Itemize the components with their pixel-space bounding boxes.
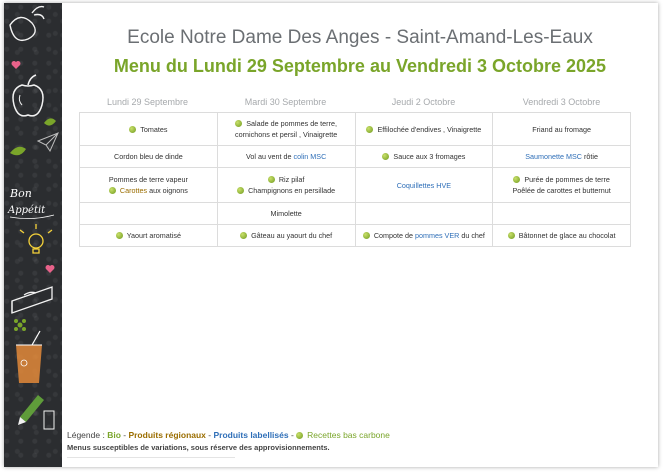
- leaf-icon-small: [44, 118, 56, 125]
- low-carbon-icon: [109, 187, 116, 194]
- low-carbon-icon: [116, 232, 123, 239]
- low-carbon-icon: [382, 153, 389, 160]
- dish-label: cornichons et persil , Vinaigrette: [235, 130, 338, 139]
- heart-icon-small: [46, 265, 55, 273]
- jar-icon: [44, 411, 54, 429]
- legend-regional: Produits régionaux: [128, 430, 206, 440]
- chalk-text-appetit: Appétit: [8, 205, 46, 216]
- dish-label: Gâteau au yaourt du chef: [251, 231, 333, 240]
- juice-glass-icon: [16, 331, 42, 383]
- dish-label: Tomates: [140, 124, 168, 134]
- menu-cell: [493, 203, 631, 225]
- dish-label: Compote de: [373, 231, 415, 240]
- lightbulb-icon: [20, 224, 52, 253]
- menu-cell: [493, 113, 631, 146]
- dish-label: Cordon bleu de dinde: [114, 152, 183, 161]
- heart-icon: [12, 61, 21, 69]
- dish-label: Pommes de terre vapeur: [108, 175, 188, 184]
- legend-labelled: Produits labellisés: [213, 430, 289, 440]
- legend: [67, 430, 390, 440]
- dish-label: Bâtonnet de glace au chocolat: [518, 231, 616, 240]
- legend-separator: -: [288, 430, 297, 440]
- menu-cell: [355, 168, 493, 203]
- dish-label: Poêlée de carottes et butternut: [512, 186, 611, 195]
- dish-label: Effilochée d'endives , Vinaigrette: [377, 124, 482, 134]
- dish-label: rôtie: [582, 152, 598, 161]
- dish-label: Champignons en persillade: [248, 186, 336, 195]
- school-title: Ecole Notre Dame Des Anges - Saint-Amand-Les-Eaux: [127, 27, 593, 48]
- paper-plane-icon: [38, 133, 58, 151]
- menu-cell: [493, 225, 631, 247]
- chalkboard-sidebar: [4, 3, 62, 467]
- menu-row-starter: [80, 113, 631, 146]
- low-carbon-icon: [240, 232, 247, 239]
- menu-cell: [355, 146, 493, 168]
- regional-product: Carottes: [119, 186, 148, 195]
- low-carbon-icon: [508, 232, 515, 239]
- menu-cell: [493, 168, 631, 203]
- low-carbon-icon: [366, 126, 373, 133]
- low-carbon-icon: [513, 176, 520, 183]
- low-carbon-icon: [363, 232, 370, 239]
- menu-page: [4, 3, 658, 467]
- menu-cell: [217, 203, 355, 225]
- menu-cell: [217, 225, 355, 247]
- menu-cell: [80, 146, 218, 168]
- day-header-friday: Vendredi 3 Octobre: [522, 97, 601, 107]
- day-header-thursday: Jeudi 2 Octobre: [391, 97, 456, 107]
- dish-label: aux oignons: [147, 186, 188, 195]
- menu-cell: [80, 168, 218, 203]
- disclaimer-note: Menus susceptibles de variations, sous réserve des approvisionnements.: [67, 443, 330, 452]
- radish-icon: [10, 7, 44, 41]
- labelled-product: Saumonette MSC: [525, 152, 582, 161]
- menu-cell: [355, 225, 493, 247]
- chalk-illustrations: [4, 3, 62, 467]
- low-carbon-icon: [235, 120, 242, 127]
- pencil-icon: [18, 395, 44, 425]
- low-carbon-icon: [237, 187, 244, 194]
- menu-row-cheese: [80, 203, 631, 225]
- menu-row-dessert: [80, 225, 631, 247]
- low-carbon-icon: [268, 176, 275, 183]
- dish-label: Vol au vent de: [245, 152, 294, 161]
- menu-cell: [80, 113, 218, 146]
- dish-label: Sauce aux 3 fromages: [393, 152, 466, 161]
- menu-cell: [80, 225, 218, 247]
- legal-fine-print: ————————————————————————————————————————————————: [67, 455, 235, 459]
- legend-bio: Bio: [107, 430, 121, 440]
- dish-label: Riz pilaf: [278, 175, 305, 184]
- menu-cell: [217, 113, 355, 146]
- dish-label: du chef: [459, 231, 485, 240]
- menu-cell: [493, 146, 631, 168]
- menu-table: [79, 112, 631, 247]
- legend-low-carbon: Recettes bas carbone: [307, 430, 390, 440]
- legend-separator: -: [205, 430, 214, 440]
- menu-cell: [355, 203, 493, 225]
- day-header-tuesday: Mardi 30 Septembre: [244, 97, 327, 107]
- dish-label: Purée de pommes de terre: [524, 175, 610, 184]
- chalk-text-bon: Bon: [10, 187, 32, 200]
- low-carbon-icon: [129, 126, 136, 133]
- legend-separator: -: [120, 430, 129, 440]
- menu-cell: [355, 113, 493, 146]
- dish-label: Friand au fromage: [532, 124, 591, 134]
- labelled-product: colin MSC: [293, 152, 327, 161]
- menu-cell: [217, 168, 355, 203]
- apple-icon: [13, 75, 43, 116]
- menu-row-main: [80, 146, 631, 168]
- dish-label: Mimolette: [270, 209, 302, 218]
- labelled-product: Coquillettes HVE: [396, 180, 452, 190]
- menu-week-title: Menu du Lundi 29 Septembre au Vendredi 3 Octobre 2025: [113, 56, 607, 76]
- dish-label: Yaourt aromatisé: [126, 231, 181, 240]
- flower-icon: [14, 319, 26, 331]
- menu-cell: [217, 146, 355, 168]
- menu-row-side: [80, 168, 631, 203]
- low-carbon-icon: [296, 432, 303, 439]
- labelled-product: pommes VER: [414, 231, 460, 240]
- dish-label: Salade de pommes de terre,: [246, 119, 337, 128]
- day-header-monday: Lundi 29 Septembre: [106, 97, 189, 107]
- leaf-icon: [10, 147, 26, 156]
- cake-icon: [12, 287, 52, 313]
- menu-cell: [80, 203, 218, 225]
- legend-prefix: Légende :: [67, 430, 108, 440]
